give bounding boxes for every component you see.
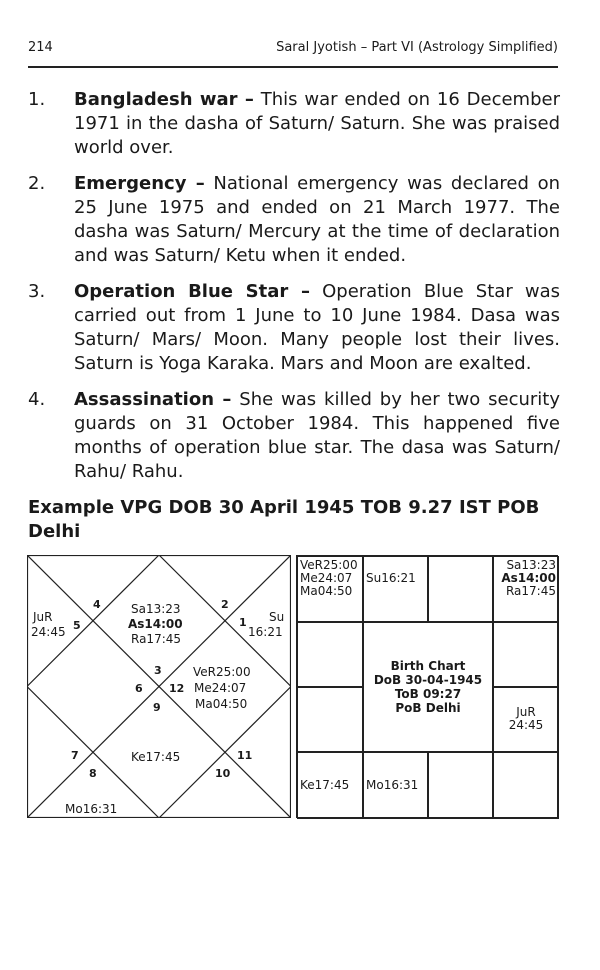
house-number: 8 xyxy=(89,767,97,780)
house-number: 9 xyxy=(153,701,161,714)
house-taurus xyxy=(428,556,493,622)
item-text: This war ended on 16 December 1971 in the dasha of Saturn/ Saturn. She was praised world over. xyxy=(74,89,560,158)
chart-center-pob: PoB Delhi xyxy=(395,701,461,715)
list-item xyxy=(28,88,560,160)
list-item xyxy=(28,280,560,376)
list-item xyxy=(28,388,560,484)
house-number: 6 xyxy=(135,682,143,695)
planet-mars: Ma04:50 xyxy=(195,697,248,711)
planet-ketu: Ke17:45 xyxy=(131,750,181,764)
house-gemini xyxy=(493,556,559,622)
item-number: 2. xyxy=(28,173,46,194)
planet-jupiter: JuR xyxy=(516,705,536,719)
chart-center-title: Birth Chart xyxy=(390,659,466,673)
running-head: Saral Jyotish – Part VI (Astrology Simplified) xyxy=(276,40,558,55)
house-number: 1 xyxy=(239,616,247,629)
item-number: 3. xyxy=(28,281,46,302)
planet-sun-degree: 16:21 xyxy=(248,625,283,639)
planet-mercury: Me24:07 xyxy=(300,571,353,585)
planet-jupiter-degree: 24:45 xyxy=(31,625,66,639)
chart-center xyxy=(363,622,493,752)
item-number: 1. xyxy=(28,89,46,110)
house-number: 2 xyxy=(221,598,229,611)
item-text: National emergency was declared on 25 June 1975 and ended on 21 March 1977. The dasha was Saturn/ Mercury at the time of declaration and was Saturn/ Ketu when it ended. xyxy=(74,173,561,266)
house-number: 10 xyxy=(215,767,231,780)
south-indian-chart xyxy=(296,555,558,818)
planet-venus: VeR25:00 xyxy=(193,665,251,679)
house-number: 5 xyxy=(73,619,81,632)
planet-venus: VeR25:00 xyxy=(300,558,358,572)
house-leo xyxy=(493,687,559,752)
planet-mercury: Me24:07 xyxy=(194,681,247,695)
planet-saturn: Sa13:23 xyxy=(131,602,181,616)
planet-sun: Su16:21 xyxy=(366,571,416,585)
planet-ketu: Ke17:45 xyxy=(300,778,350,792)
item-text: She was killed by her two security guards on 31 October 1984. This happened five months of operation blue star. The dasa was Saturn/ Rahu/ Rahu. xyxy=(74,389,560,482)
planet-mars: Ma04:50 xyxy=(300,584,353,598)
chart-center-tob: ToB 09:27 xyxy=(394,687,462,701)
house-sagittarius xyxy=(297,752,363,819)
house-number: 11 xyxy=(237,749,253,762)
item-number: 4. xyxy=(28,389,46,410)
house-number: 4 xyxy=(93,598,101,611)
event-list xyxy=(28,88,560,496)
house-number: 3 xyxy=(154,664,162,677)
house-number: 7 xyxy=(71,749,79,762)
planet-rahu: Ra17:45 xyxy=(505,584,556,598)
planet-ascendant: As14:00 xyxy=(501,571,556,585)
list-item xyxy=(28,172,560,268)
example-title: Example VPG DOB 30 April 1945 TOB 9.27 IST POB Delhi xyxy=(28,497,540,542)
planet-jupiter-degree: 24:45 xyxy=(508,718,544,732)
item-title: Operation Blue Star – xyxy=(74,281,310,302)
house-scorpio xyxy=(363,752,428,819)
planet-ascendant: As14:00 xyxy=(128,617,183,631)
planet-saturn: Sa13:23 xyxy=(506,558,556,572)
planet-jupiter: JuR xyxy=(33,610,53,624)
south-chart-grid xyxy=(296,555,558,818)
house-aries xyxy=(363,556,428,622)
chart-center-dob: DoB 30-04-1945 xyxy=(373,673,483,687)
house-pisces xyxy=(297,556,363,622)
house-libra xyxy=(428,752,493,819)
planet-rahu: Ra17:45 xyxy=(131,632,182,646)
north-indian-chart xyxy=(27,555,291,818)
north-chart-svg xyxy=(27,555,291,818)
item-title: Emergency – xyxy=(74,173,205,194)
planet-sun: Su xyxy=(269,610,285,624)
planet-moon: Mo16:31 xyxy=(366,778,419,792)
house-cancer xyxy=(493,622,559,687)
house-number: 12 xyxy=(169,682,185,695)
item-text: Operation Blue Star was carried out from 1 June to 10 June 1984. Dasa was Saturn/ Mars/ Moon. Many people lost their lives. Saturn is Yoga Karaka. Mars and Moon are exalted. xyxy=(74,281,560,374)
page-number: 214 xyxy=(28,40,53,55)
house-virgo xyxy=(493,752,559,819)
planet-moon: Mo16:31 xyxy=(65,802,118,816)
item-title: Assassination – xyxy=(74,389,232,410)
page-header xyxy=(28,36,558,68)
item-title: Bangladesh war – xyxy=(74,89,254,110)
house-capricorn xyxy=(297,687,363,752)
house-aquarius xyxy=(297,622,363,687)
